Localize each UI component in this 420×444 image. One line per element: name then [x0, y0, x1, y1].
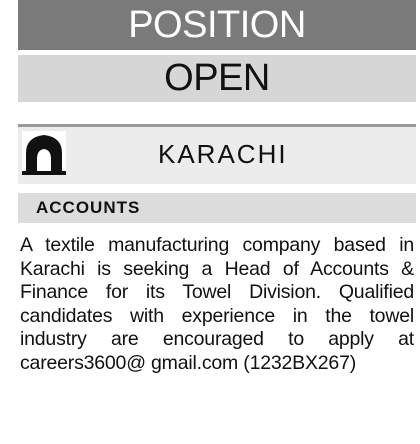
position-heading-text: POSITION	[128, 4, 306, 46]
position-heading	[18, 0, 416, 50]
city-name: KARACHI	[158, 139, 288, 169]
mazar-e-quaid-icon	[22, 131, 66, 175]
section-label: ACCOUNTS	[36, 198, 141, 217]
section-bar	[18, 193, 416, 223]
ad-body-text: A textile manufacturing company based in Karachi is seeking a Head of Accounts & Finance for its Towel Division. Qualified candidates with experience in the towel industry are encouraged to apply at careers3600@ gmail.com (1232BX267)	[20, 234, 414, 374]
open-heading	[18, 55, 416, 102]
open-heading-text: OPEN	[164, 57, 270, 99]
location-row	[18, 124, 416, 184]
